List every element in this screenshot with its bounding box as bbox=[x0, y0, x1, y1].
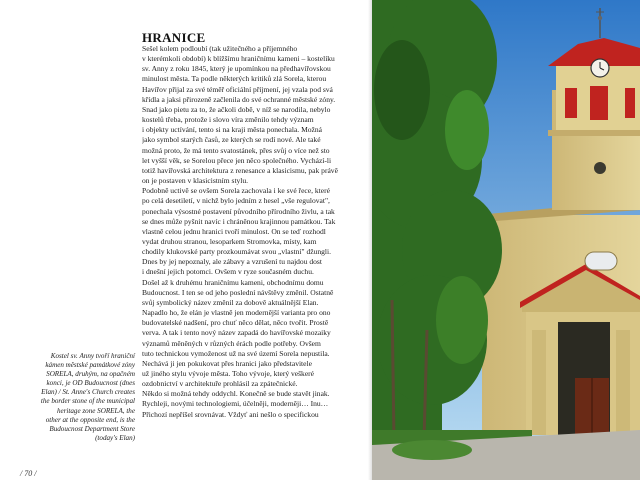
caption-line: kámen městské památkové zóny bbox=[45, 361, 135, 370]
side-window bbox=[585, 252, 617, 270]
body-text-line: Havířov přijal za své téměř oficiální příjmení, jej vzala pod svá bbox=[142, 84, 333, 94]
body-text-line: i objekty uctívání, tento si na kraji města ponechala. Možná bbox=[142, 125, 323, 135]
body-text-line: chodily klukovské party prozkoumávat svou „vlastní" džungli. bbox=[142, 247, 331, 257]
body-text-line: svůj symbolický název změnil za dobově aktuálnější Elan. bbox=[142, 297, 319, 307]
body-text-line: sv. Anny z roku 1845, který je upomínkou na předhavířovskou bbox=[142, 64, 331, 74]
body-text-line: i dnešní jejich potomci. Ovšem v ryze současném duchu. bbox=[142, 267, 314, 277]
body-text-line: kostelů třeba, protože i slovo víra změnilo tehdy význam bbox=[142, 115, 314, 125]
body-text-line: budovatelské nadšení, pro chuť něco dělat, něco tvořit. Prostě bbox=[142, 318, 329, 328]
body-text-line: Rychleji, novými technologiemi, účelněji, moderněji… Inu… bbox=[142, 399, 329, 409]
tower-cornice bbox=[548, 130, 640, 136]
caption-line: SORELA, druhým, na opačném bbox=[46, 370, 135, 379]
body-text-line: let vyšší věk, se Sorelou přece jen něco společného. Vychází-li bbox=[142, 155, 332, 165]
body-text-line: verva. A tak i tento nový název zapadá do havířovské mozaiky bbox=[142, 328, 331, 338]
round-window bbox=[594, 162, 606, 174]
tower-shutter-right bbox=[590, 86, 608, 120]
caption-line: Elan) / St. Anne's Church creates bbox=[41, 388, 135, 397]
body-text-line: Napadlo ho, že elán je vlastně jen modernější varianta pro ono bbox=[142, 308, 331, 318]
body-text-line: po celá desetiletí, v nichž bylo jedním z hesel „vše regulovat", bbox=[142, 196, 330, 206]
caption-line: Kostel sv. Anny tvoří hraniční bbox=[50, 352, 135, 360]
body-text-line: Dnes by jej nepoznaly, ale zábavy a vzrušení tu najdou dost bbox=[142, 257, 322, 267]
portico-column-left bbox=[532, 330, 546, 435]
body-text-line: Snad jako pietu za to, že ačkoli době, v níž se narodila, nebylo bbox=[142, 104, 331, 114]
caption-line: heritage zone SORELA, the bbox=[56, 406, 135, 415]
body-text-line: vydat druhou stranou, lesoparkem Stromovka, místy, kam bbox=[142, 236, 317, 246]
body-text-line: možná proto, že má tento svatostánek, přes svůj o více než sto bbox=[142, 145, 330, 155]
body-text-line: křídla a jaksi přirozeně začlenila do své ochranné městské zóny. bbox=[142, 94, 336, 104]
shrub bbox=[392, 440, 472, 460]
section-heading: HRANICE bbox=[142, 30, 206, 45]
tower-shutter-far bbox=[625, 88, 635, 118]
body-text-line: významů měněných v různých érách podle potřeby. Ovšem bbox=[142, 338, 321, 348]
body-text-line: ozdobnictví v architektuře prohlásil za zpátečnické. bbox=[142, 379, 298, 389]
caption-line: (today's Elan) bbox=[95, 433, 135, 442]
photo-caption bbox=[3, 352, 135, 443]
body-text-line: Nechává ji jen pokukovat přes hranici jako představitele bbox=[142, 358, 312, 368]
body-text-line: Přichozí nepříšel srovnávat. Vždyť ani nešlo o specifickou bbox=[142, 409, 319, 419]
body-text-line: tuto technickou vymoženost už na své území Sorela nepustila. bbox=[142, 348, 330, 358]
church-photo bbox=[372, 0, 640, 480]
caption-line: the border stone of the municipal bbox=[40, 397, 135, 406]
tower-shutter-left bbox=[565, 88, 577, 118]
caption-line: Budoucnost Department Store bbox=[49, 424, 135, 433]
body-text-line: jako symbol starých časů, ze kterých se rodí nové. Ale také bbox=[142, 135, 321, 145]
body-text-line: totiž havířovská architektura z renesance a klasicismu, pak právě bbox=[142, 165, 338, 175]
body-text-line: Někdo si možná tehdy oddychl. Konečně se bude stavět jinak. bbox=[142, 389, 330, 399]
caption-line: other at the opposite end, is the bbox=[45, 415, 135, 424]
body-text-line: ponechala výsostné postavení původního přírodního živlu, a tak bbox=[142, 206, 335, 216]
body-text-line: se dnes může pyšnit navíc i chráněnou krajinnou památkou. Tak bbox=[142, 216, 336, 226]
body-text-line: vlastně celou jednu hranici tvoří minulost. On se teď rozhodl bbox=[142, 226, 326, 236]
body-text-line: Podobně uctivě se ovšem Sorela zachovala i ke své řece, které bbox=[142, 186, 330, 196]
portico-column-right bbox=[616, 330, 630, 435]
caption-line: konci, je OD Budoucnost (dnes bbox=[46, 379, 135, 388]
body-text bbox=[142, 44, 364, 420]
body-text-line: Budoucnost. I ten se od jeho poslední návštěvy změnil. Ostatně bbox=[142, 287, 334, 297]
body-text-line: minulost města. Ta podle některých kritiků zlá Sorela, kterou bbox=[142, 74, 327, 84]
body-text-line: on je postaven v klasicistním stylu. bbox=[142, 176, 249, 186]
body-text-line: Sešel kolem podloubí (tak užitečného a příjemného bbox=[142, 44, 298, 53]
page-number: / 70 / bbox=[20, 469, 37, 478]
body-text-line: v kterémkoli období) k blížšímu hraničnímu kameni – kostelíku bbox=[142, 54, 335, 64]
body-text-line: Došel až k druhému hraničnímu kameni, obchodnímu domu bbox=[142, 277, 324, 287]
body-text-line: už jiného stylu vývoje města. Toho vývoje, který veškeré bbox=[142, 369, 315, 378]
